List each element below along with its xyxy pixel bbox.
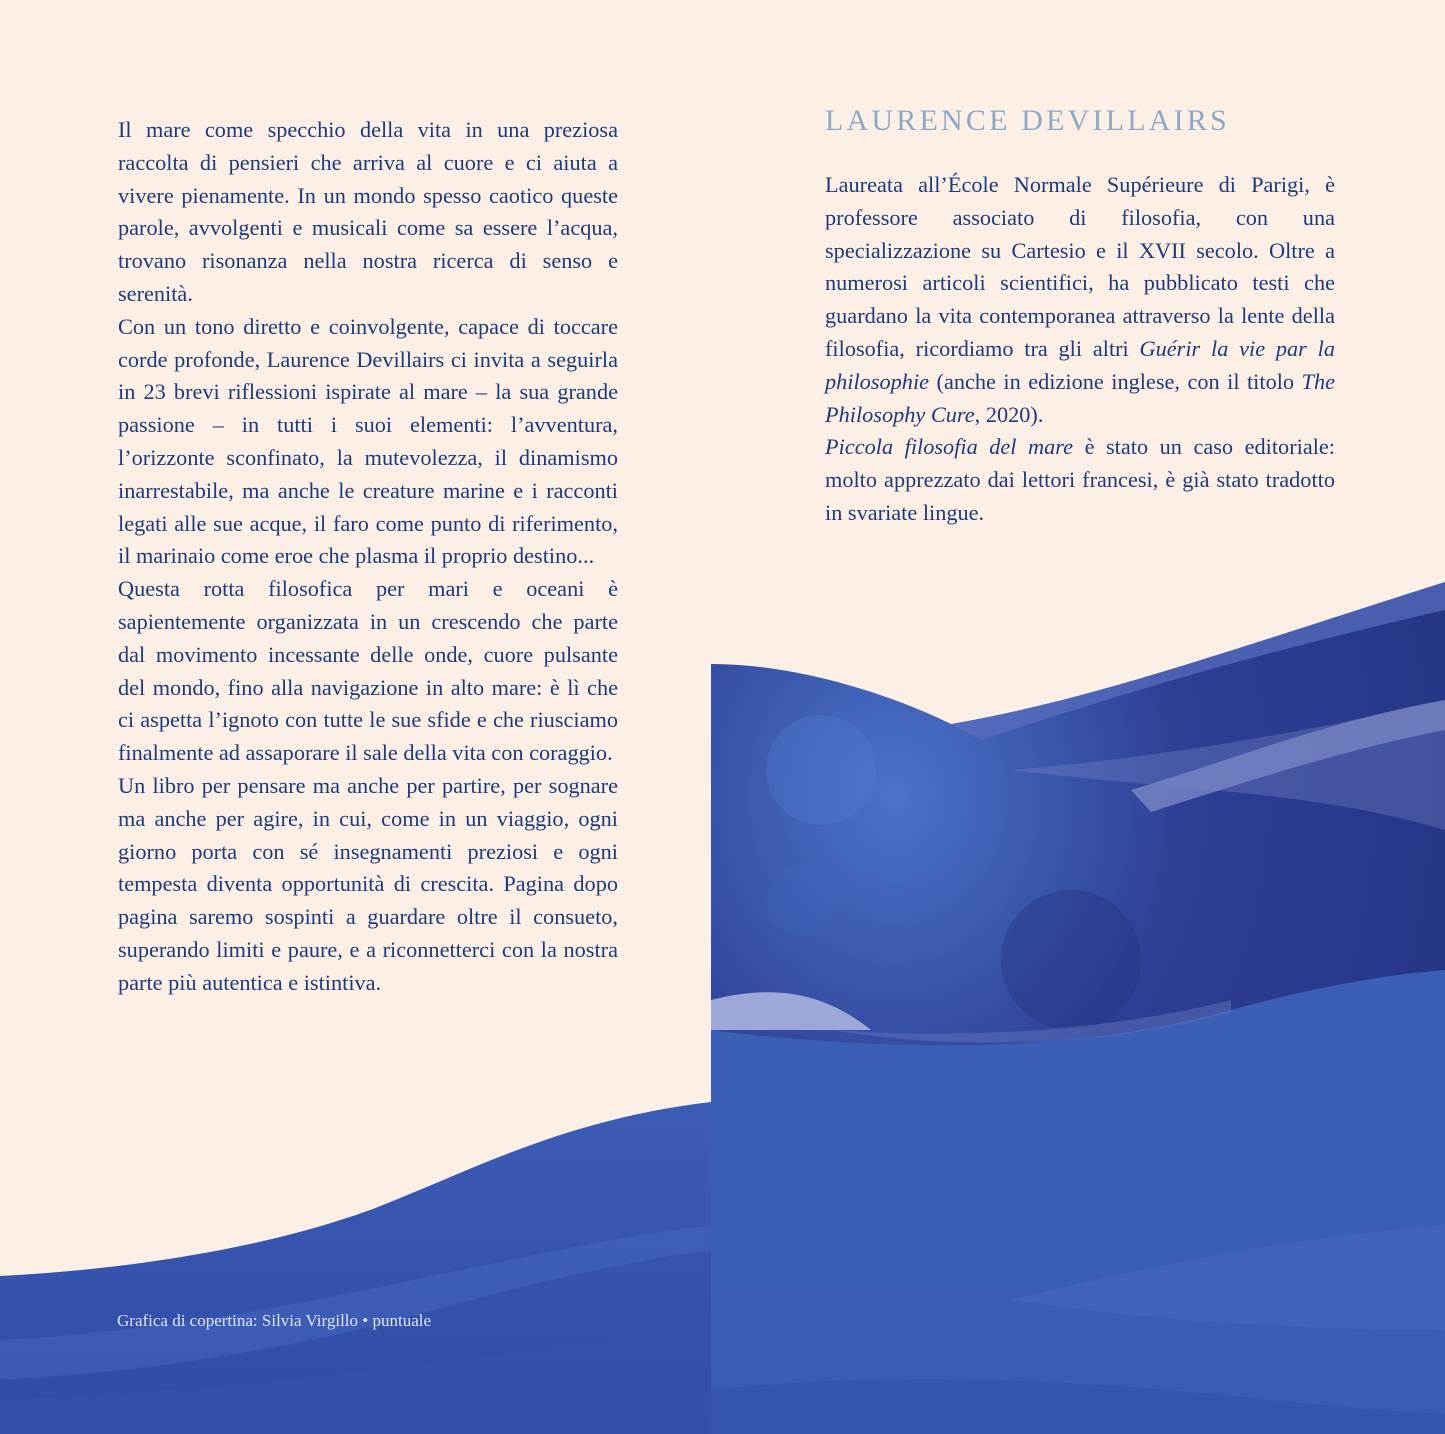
author-bio [825, 169, 1335, 530]
description-paragraph: Con un tono diretto e coinvolgente, capace di toccare corde profonde, Laurence Devillairs ci invita a seguirla in 23 brevi riflessioni ispirate al mare – la sua grande passione – in tutti i suoi elementi: l’avventura, l’orizzonte sconfinato, la mutevolezza, il dinamismo inarrestabile, ma anche le creature marine e i racconti legati alle sue acque, il faro come punto di riferimento, il marinaio come eroe che plasma il proprio destino... [118, 313, 618, 569]
bio-text: Laureata all’École Normale Supérieure di Parigi, è professore associato di filosofia, con una specializzazione su Cartesio e il XVII secolo. Oltre a numerosi articoli scientifici, ha pubblicato testi che guardano la vita contemporanea attraverso la lente della filosofia, ricordiamo tra gli altri [825, 172, 1335, 361]
author-name: LAURENCE DEVILLAIRS [825, 104, 1230, 137]
bio-text: è stato un caso editoriale: molto apprezzato dai lettori francesi, è già stato tradotto in svariate lingue. [825, 434, 1335, 525]
bio-text: (anche in edizione inglese, con il titolo [929, 368, 1302, 394]
book-title-piccola-filosofia: Piccola filosofia del mare [825, 434, 1074, 460]
bio-paragraph [825, 169, 1335, 431]
description-paragraph: Il mare come specchio della vita in una preziosa raccolta di pensieri che arriva al cuore e ci aiuta a vivere pienamente. In un mondo spesso caotico queste parole, avvolgenti e musicali come sa essere l’acqua, trovano risonanza nella nostra ricerca di senso e serenità. [118, 117, 618, 306]
left-flap [0, 0, 711, 1434]
bio-text: , 2020). [974, 401, 1044, 427]
description-paragraph: Questa rotta filosofica per mari e oceani è sapientemente organizzata in un crescendo che parte dal movimento incessante delle onde, cuore pulsante del mondo, fino alla navigazione in alto mare: è lì che ci aspetta l’ignoto con tutte le sue sfide e che riusciamo finalmente ad assaporare il sale della vita con coraggio. [118, 576, 618, 766]
book-description [118, 114, 618, 1000]
description-paragraph: Un libro per pensare ma anche per partire, per sognare ma anche per agire, in cui, come in un viaggio, ogni giorno porta con sé insegnamenti preziosi e ogni tempesta diventa opportunità di crescita. Pagina dopo pagina saremo sospinti a guardare oltre il consueto, superando limiti e paure, e a riconnetterci con la nostra parte più autentica e istintiva. [118, 772, 618, 995]
bio-paragraph [825, 431, 1335, 529]
right-flap [711, 0, 1445, 1434]
book-title-guerir: Guérir la vie par la philosophie [825, 335, 1335, 394]
book-title-philosophy-cure: The Philosophy Cure [825, 368, 1335, 427]
cover-design-credit: Grafica di copertina: Silvia Virgillo • puntuale [117, 1311, 432, 1330]
